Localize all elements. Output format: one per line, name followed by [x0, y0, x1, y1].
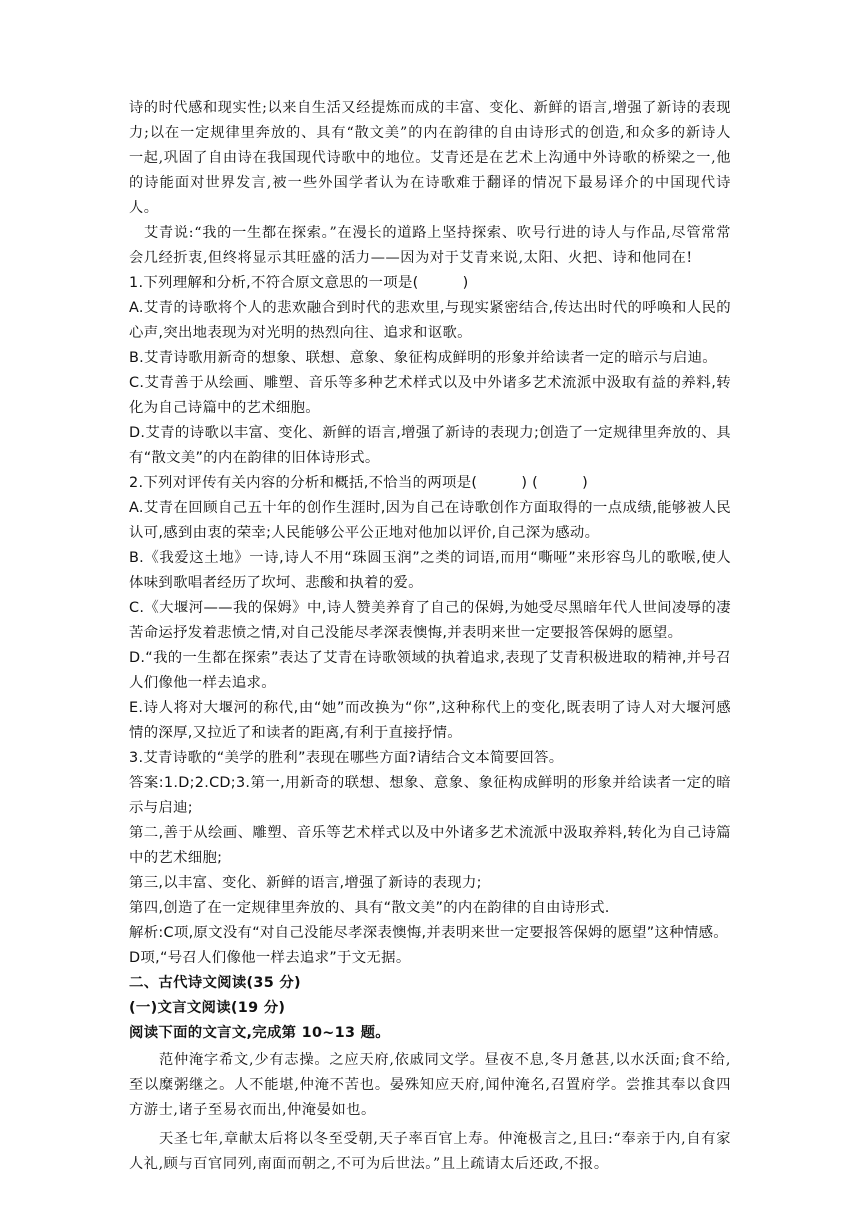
section-2 — [129, 971, 731, 1177]
question-option: C.《大堰河——我的保姆》中,诗人赞美养育了自己的保姆,为她受尽黑暗年代人世间凌辱的凄苦命运抒发着悲愤之情,对自己没能尽孝深表懊悔,并表明来世一定要报答保姆的愿望。 — [129, 600, 731, 641]
question-option: E.诗人将对大堰河的称代,由“她”而改换为“你”,这种称代上的变化,既表明了诗人对大堰河感情的深厚,又拉近了和读者的距离,有利于直接抒情。 — [129, 700, 731, 741]
passage-paragraph: 艾青说:“我的一生都在探索。”在漫长的道路上坚持探索、吹号行进的诗人与作品,尽管常常会几经折衷,但终将显示其旺盛的活力——因为对于艾青来说,太阳、火把、诗和他同在! — [129, 225, 731, 266]
question-stem: 1.下列理解和分析,不符合原文意思的一项是( ) — [129, 275, 469, 291]
question-option: C.艾青善于从绘画、雕塑、音乐等多种艺术样式以及中外诸多艺术流派中汲取有益的养料,转化为自己诗篇中的艺术细胞。 — [129, 375, 731, 416]
classical-paragraph: 天圣七年,章献太后将以冬至受朝,天子率百官上寿。仲淹极言之,且曰:“奉亲于内,自有家人礼,顾与百官同列,南面而朝之,不可为后世法。”且上疏请太后还政,不报。 — [129, 1131, 731, 1172]
analysis-line: D项,“号召人们像他一样去追求”于文无据。 — [129, 950, 411, 966]
question-option: B.艾青诗歌用新奇的想象、联想、意象、象征构成鲜明的形象并给读者一定的暗示与启迪。 — [129, 350, 717, 366]
answer-block — [129, 771, 731, 971]
question-stem: 2.下列对评传有关内容的分析和概括,不恰当的两项是( ) ( ) — [129, 475, 589, 491]
answer-line: 第四,创造了在一定规律里奔放的、具有“散文美”的内在韵律的自由诗形式. — [129, 900, 610, 916]
answer-line: 第三,以丰富、变化、新鲜的语言,增强了新诗的表现力; — [129, 875, 482, 891]
page-content — [129, 96, 731, 1177]
question-3 — [129, 746, 731, 771]
passage-paragraph: 诗的时代感和现实性;以来自生活又经提炼而成的丰富、变化、新鲜的语言,增强了新诗的表现力;以在一定规律里奔放的、具有“散文美”的内在韵律的自由诗形式的创造,和众多的新诗人一起,巩固了自由诗在我国现代诗歌中的地位。艾青还是在艺术上沟通中外诗歌的桥梁之一,他的诗能面对世界发言,被一些外国学者认为在诗歌难于翻译的情况下最易译介的中国现代诗人。 — [129, 100, 731, 216]
question-option: A.艾青的诗歌将个人的悲欢融合到时代的悲欢里,与现实紧密结合,传达出时代的呼唤和人民的心声,突出地表现为对光明的热烈向往、追求和讴歌。 — [129, 300, 731, 341]
classical-paragraph: 范仲淹字希文,少有志操。之应天府,依戚同文学。昼夜不息,冬月惫甚,以水沃面;食不给,至以糜粥继之。人不能堪,仲淹不苦也。晏殊知应天府,闻仲淹名,召置府学。尝推其奉以食四方游士,诸子至易衣而出,仲淹晏如也。 — [129, 1052, 731, 1118]
section-heading: 二、古代诗文阅读(35 分) — [129, 975, 301, 991]
question-option: A.艾青在回顾自己五十年的创作生涯时,因为自己在诗歌创作方面取得的一点成绩,能够被人民认可,感到由衷的荣幸;人民能够公平公正地对他加以评价,自己深为感动。 — [129, 500, 731, 541]
analysis-line: 解析:C项,原文没有“对自己没能尽孝深表懊悔,并表明来世一定要报答保姆的愿望”这种情感。 — [129, 925, 729, 941]
section-instruction: 阅读下面的文言文,完成第 10~13 题。 — [129, 1025, 390, 1041]
answer-line: 答案:1.D;2.CD;3.第一,用新奇的联想、想象、意象、象征构成鲜明的形象并给读者一定的暗示与启迪; — [129, 775, 731, 816]
answer-line: 第二,善于从绘画、雕塑、音乐等艺术样式以及中外诸多艺术流派中汲取养料,转化为自己诗篇中的艺术细胞; — [129, 825, 731, 866]
question-option: D.“我的一生都在探索”表达了艾青在诗歌领域的执着追求,表现了艾青积极进取的精神,并号召人们像他一样去追求。 — [129, 650, 731, 691]
question-stem: 3.艾青诗歌的“美学的胜利”表现在哪些方面?请结合文本简要回答。 — [129, 750, 564, 766]
question-1 — [129, 271, 731, 471]
question-option: B.《我爱这土地》一诗,诗人不用“珠圆玉润”之类的词语,而用“嘶哑”来形容鸟儿的歌喉,使人体味到歌唱者经历了坎坷、悲酸和执着的爱。 — [129, 550, 731, 591]
question-2 — [129, 471, 731, 746]
section-subheading: (一)文言文阅读(19 分) — [129, 1000, 286, 1016]
question-option: D.艾青的诗歌以丰富、变化、新鲜的语言,增强了新诗的表现力;创造了一定规律里奔放的、具有“散文美”的内在韵律的旧体诗形式。 — [129, 425, 731, 466]
